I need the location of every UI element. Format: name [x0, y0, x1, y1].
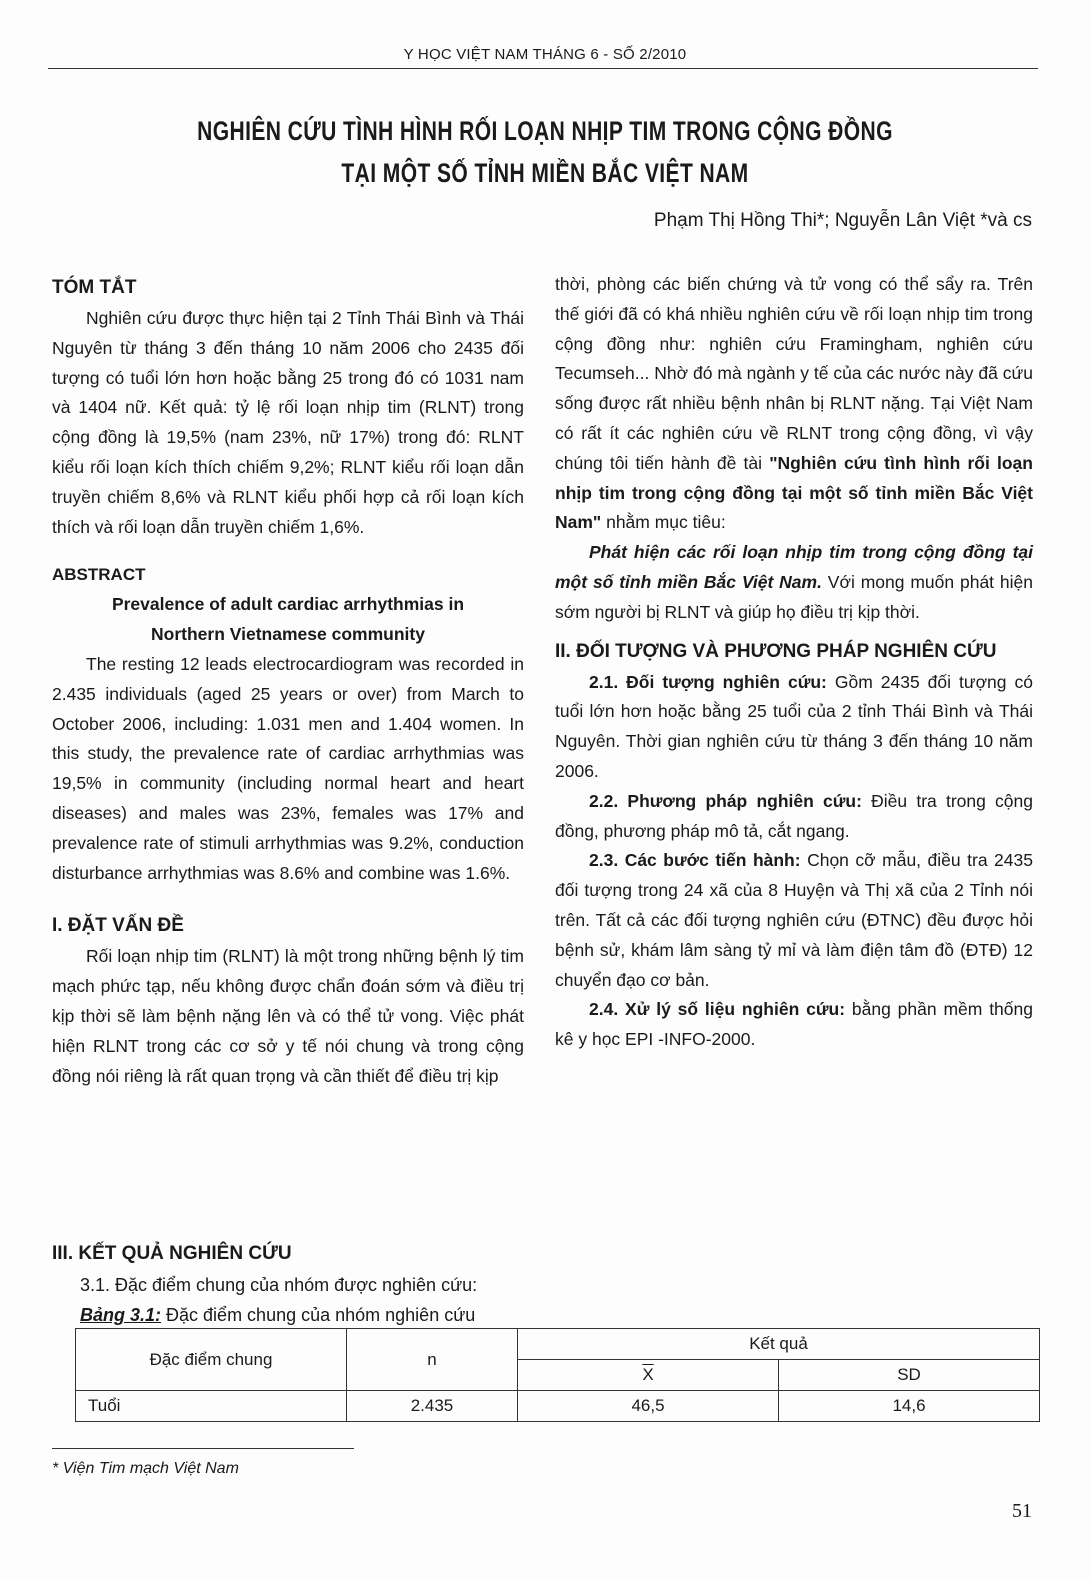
abstract-title-2: Northern Vietnamese community — [151, 624, 425, 645]
topic-after: nhằm mục tiêu: — [601, 512, 726, 533]
header-mean: $\overline{X}$ — [518, 1360, 779, 1391]
table-row — [76, 1391, 1040, 1422]
method-label: 2.2. Phương pháp nghiên cứu: — [589, 790, 862, 811]
section2-heading: II. ĐỐI TƯỢNG VÀ PHƯƠNG PHÁP NGHIÊN CỨU — [555, 640, 997, 662]
method-item — [555, 995, 1033, 1055]
summary-text: Nghiên cứu được thực hiện tại 2 Tỉnh Thái Bình và Thái Nguyên từ tháng 3 đến tháng 10 năm 2006 cho 2435 đối tượng có tuổi lớn hơn hoặc bằng 25 trong đó có 1031 nam và 1404 nữ. Kết quả: tỷ lệ rối loạn nhịp tim (RLNT) trong cộng đồng là 19,5% (nam 23%, nữ 17%) trong đó: RLNT kiểu rối loạn kích thích chiếm 9,2%; RLNT kiểu rối loạn dẫn truyền chiếm 8,6% và RLNT kiểu phối hợp cả rối loạn kích thích và rối loạn dẫn truyền chiếm 1,6%. — [52, 308, 524, 537]
title-line-2: TẠI MỘT SỐ TỈNH MIỀN BẮC VIỆT NAM — [341, 158, 749, 188]
left-column — [52, 272, 524, 1091]
method-text: Gồm 2435 đối tượng có tuổi lớn hơn hoặc bằng 25 tuổi của 2 tỉnh Thái Bình và Thái Nguyên. Thời gian nghiên cứu từ tháng 3 đến tháng 10 năm 2006. — [555, 671, 1033, 781]
method-label: 2.4. Xử lý số liệu nghiên cứu: — [589, 999, 846, 1020]
objective — [555, 538, 1033, 627]
section3-subheading: 3.1. Đặc điểm chung của nhóm được nghiên cứu: — [80, 1275, 478, 1295]
method-item — [555, 846, 1033, 995]
cell-n: 2.435 — [347, 1391, 518, 1422]
method-item — [555, 668, 1033, 787]
cell-feature: Tuổi — [76, 1391, 347, 1422]
method-label: 2.3. Các bước tiến hành: — [589, 850, 801, 871]
table-header-row — [76, 1329, 1040, 1360]
section3-heading: III. KẾT QUẢ NGHIÊN CỨU — [52, 1243, 292, 1264]
summary-heading: TÓM TẮT — [52, 277, 137, 298]
section3 — [52, 1238, 1042, 1330]
table-caption — [52, 1300, 1042, 1330]
page-number: 51 — [1012, 1500, 1032, 1522]
method-text: Điều tra trong cộng đồng, phương pháp mô tả, cắt ngang. — [555, 790, 1033, 841]
article-title — [167, 110, 924, 194]
abstract-text: The resting 12 leads electrocardiogram was recorded in 2.435 individuals (aged 25 years or over) from March to October 2006, including: 1.031 men and 1.404 women. In this study, the prevalence rate of cardiac arrhythmias was 19,5% in community (including normal heart and heart diseases) and males was 23%, females was 17% and prevalence rate of stimuli arrhythmias was 9.2%, conduction disturbance arrhythmias was 8.6% and combine was 1.6%. — [52, 653, 524, 883]
section1-continued: thời, phòng các biến chứng và tử vong có thể sẩy ra. Trên thế giới đã có khá nhiều nghiên cứu về rối loạn nhịp tim trong cộng đồng như: nghiên cứu Framingham, nghiên cứu Tecumseh... Nhờ đó mà ngành y tế của các nước này đã cứu sống được rất nhiều bệnh nhân bị RLNT nặng. Tại Việt Nam có rất ít các nghiên cứu về RLNT trong cộng đồng, vì vậy chúng tôi tiến hành đề tài — [555, 274, 1033, 473]
objective-after: Với mong muốn phát hiện sớm người bị RLNT và giúp họ điều trị kịp thời. — [555, 571, 1033, 622]
title-line-1: NGHIÊN CỨU TÌNH HÌNH RỐI LOẠN NHỊP TIM TRONG CỘNG ĐỒNG — [197, 116, 893, 146]
header-sd: SD — [779, 1360, 1040, 1391]
section1-text-right — [555, 270, 1033, 538]
method-item — [555, 787, 1033, 847]
table-caption-text: Đặc điểm chung của nhóm nghiên cứu — [161, 1305, 476, 1325]
header-result: Kết quả — [518, 1329, 1040, 1360]
objective-bold: Phát hiện các rối loạn nhịp tim trong cộng đồng tại một số tỉnh miền Bắc Việt Nam. — [555, 542, 1033, 592]
method-text: Chọn cỡ mẫu, điều tra 2435 đối tượng trong 24 xã của 8 Huyện và Thị xã của 2 Tỉnh nói trên. Tất cả các đối tượng nghiên cứu (ĐTNC) đều được hỏi bệnh sử, khám lâm sàng tỷ mỉ và làm điện tâm đồ (ĐTĐ) 12 chuyển đạo cơ bản. — [555, 850, 1033, 990]
study-topic: "Nghiên cứu tình hình rối loạn nhịp tim trong cộng đồng tại một số tỉnh miền Bắc Việt Nam" — [555, 452, 1033, 533]
running-header: Y HỌC VIỆT NAM THÁNG 6 - SỐ 2/2010 — [403, 46, 687, 63]
table-caption-label: Bảng 3.1: — [80, 1305, 162, 1325]
cell-sd: 14,6 — [779, 1391, 1040, 1422]
right-column — [555, 270, 1033, 1055]
header-rule — [48, 68, 1038, 69]
header-n: n — [347, 1329, 518, 1391]
authors: Phạm Thị Hồng Thi*; Nguyễn Lân Việt *và cs — [653, 210, 1032, 231]
abstract-title-1: Prevalence of adult cardiac arrhythmias in — [111, 594, 465, 615]
method-label: 2.1. Đối tượng nghiên cứu: — [589, 671, 827, 692]
cell-mean: 46,5 — [518, 1391, 779, 1422]
footnote-rule — [52, 1448, 354, 1449]
abstract-heading: ABSTRACT — [52, 565, 146, 585]
method-text: bằng phần mềm thống kê y học EPI -INFO-2000. — [555, 999, 1033, 1050]
section1-text-left: Rối loạn nhịp tim (RLNT) là một trong những bệnh lý tim mạch phức tạp, nếu không được chẩn đoán sớm và điều trị kịp thời sẽ làm bệnh nặng lên và có thể tử vong. Việc phát hiện RLNT trong các cơ sở y tế nói chung và trong cộng đồng nói riêng là rất quan trọng và cần thiết để điều trị kịp — [52, 946, 524, 1086]
characteristics-table — [75, 1328, 1040, 1422]
header-feature: Đặc điểm chung — [76, 1329, 347, 1391]
footnote: * Viện Tim mạch Việt Nam — [52, 1460, 239, 1477]
section1-heading: I. ĐẶT VẤN ĐỀ — [52, 915, 184, 937]
